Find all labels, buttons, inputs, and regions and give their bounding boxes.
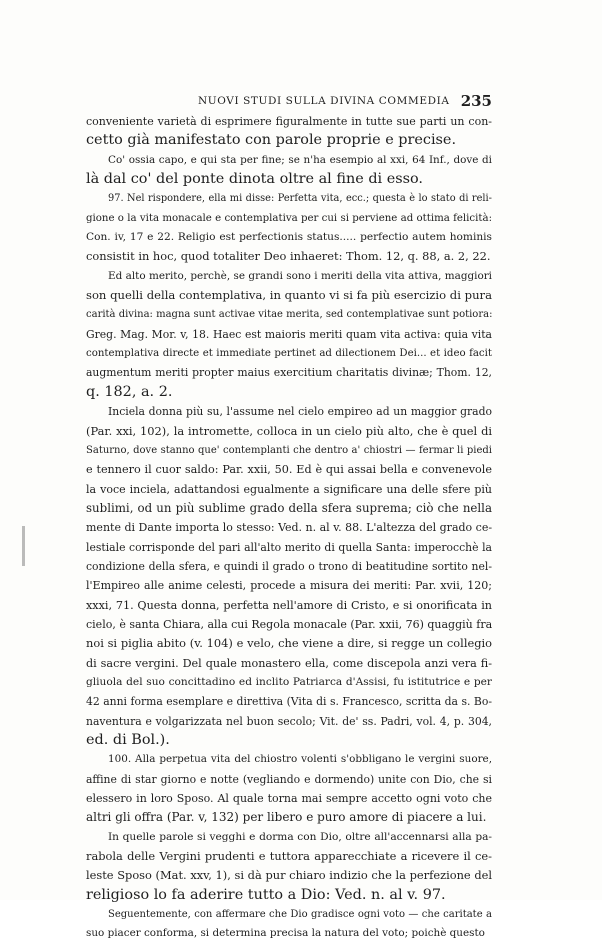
text-line: lestiale corrisponde del pari all'alto merito di quella Santa: imperocchè la	[86, 540, 492, 554]
text-line: la voce inciela, adattandosi egualmente a significare una delle sfere più	[86, 482, 492, 496]
text-line: l'Empireo alle anime celesti, procede a misura dei meriti: Par. xvii, 120;	[86, 579, 492, 593]
paragraph	[86, 402, 492, 750]
text-line: Seguentemente, con affermare che Dio gradisce ogni voto — che caritate a	[108, 909, 492, 921]
running-title: NUOVI STUDI SULLA DIVINA COMMEDIA	[198, 95, 450, 107]
text-line: elessero in loro Sposo. Al quale torna mai sempre accetto ogni voto che	[86, 792, 492, 806]
text-line: xxxi, 71. Questa donna, perfetta nell'amore di Cristo, e si onorificata in	[86, 598, 492, 612]
text-line: gliuola del suo concittadino ed inclito Patriarca d'Assisi, fu istitutrice e per	[86, 675, 492, 688]
text-line: In quelle parole si vegghi e dorma con Dio, oltre all'accennarsi alla pa-	[108, 830, 492, 843]
text-line: augmentum meriti propter maius exercitium charitatis divinæ; Thom. 12,	[86, 366, 492, 380]
text-line: religioso lo fa aderire tutto a Dio: Ved. n. al v. 97.	[86, 886, 446, 903]
text-line: naventura e volgarizzata nel buon secolo; Vit. de' ss. Padri, vol. 4, p. 304,	[86, 714, 492, 728]
text-line: q. 182, a. 2.	[86, 383, 173, 400]
body-text	[86, 112, 492, 944]
text-line: mente di Dante importa lo stesso: Ved. n. al v. 88. L'altezza del grado ce-	[86, 521, 493, 535]
text-line: rabola delle Vergini prudenti e tuttora apparecchiate a ricevere il ce-	[86, 849, 492, 864]
paragraph	[86, 112, 492, 151]
text-line: Con. iv, 17 e 22. Religio est perfectionis status..... perfectio autem hominis	[86, 231, 492, 244]
text-line: carità divina: magna sunt activae vitae merita, sed contemplativae sunt potiora:	[86, 309, 493, 321]
paragraph	[86, 151, 492, 190]
text-line: altri gli offra (Par. v, 132) per libero e puro amore di piacere a lui.	[86, 810, 487, 825]
text-line: suo piacer conforma, si determina precisa la natura del voto; poichè questo	[86, 927, 485, 940]
text-line: Greg. Mag. Mor. v, 18. Haec est maioris meriti quam vita activa: quia vita	[86, 327, 492, 341]
running-header	[86, 93, 492, 111]
text-line: 100. Alla perpetua vita del chiostro volenti s'obbligano le vergini suore,	[108, 753, 492, 766]
paragraph	[86, 828, 492, 905]
text-line: consistit in hoc, quod totaliter Deo inhaeret: Thom. 12, q. 88, a. 2, 22.	[86, 249, 491, 264]
text-line: 97. Nel rispondere, ella mi disse: Perfetta vita, ecc.; questa è lo stato di reli-	[108, 193, 492, 205]
text-line: e tennero il cuor saldo: Par. xxii, 50. Ed è qui assai bella e convenevole	[86, 463, 492, 477]
page-number: 235	[460, 92, 492, 110]
text-line: ed. di Bol.).	[86, 732, 170, 748]
paragraph	[86, 750, 492, 827]
text-line: cielo, è santa Chiara, alla cui Regola monacale (Par. xxii, 76) quaggiù fra	[86, 617, 493, 631]
paragraph	[86, 267, 492, 402]
text-line: condizione della sfera, e quindi il grado o trono di beatitudine sortito nel-	[86, 559, 492, 573]
text-line: Inciela donna più su, l'assume nel cielo empireo ad un maggior grado	[108, 405, 492, 419]
text-line: Ed alto merito, perchè, se grandi sono i meriti della vita attiva, maggiori	[108, 269, 492, 282]
paragraph	[86, 905, 492, 944]
margin-mark	[22, 526, 25, 566]
text-line: affine di star giorno e notte (vegliando e dormendo) unite con Dio, che si	[86, 772, 492, 786]
text-line: Saturno, dove stanno que' contemplanti che dentro a' chiostri — fermar li piedi	[86, 444, 492, 456]
text-line: cetto già manifestato con parole proprie e precise.	[86, 132, 457, 149]
text-line: gione o la vita monacale e contemplativa per cui si perviene ad ottima felicità:	[86, 212, 492, 224]
text-line: (Par. xxi, 102), la intromette, colloca in un cielo più alto, che è quel di	[86, 423, 492, 438]
text-line: 42 anni forma esemplare e direttiva (Vita di s. Francesco, scritta da s. Bo-	[86, 695, 492, 709]
text-line: contemplativa directe et immediate pertinet ad dilectionem Dei... et ideo facit	[86, 348, 492, 360]
text-line: son quelli della contemplativa, in quanto vi si fa più esercizio di pura	[86, 288, 492, 303]
text-line: di sacre vergini. Del quale monastero ella, come discepola anzi vera fi-	[86, 656, 492, 670]
text-line: Co' ossia capo, e qui sta per fine; se n'ha esempio al xxi, 64 Inf., dove di	[108, 153, 492, 166]
text-line: sublimi, od un più sublime grado della sfera suprema; ciò che nella	[86, 500, 492, 515]
text-line: conveniente varietà di esprimere figuralmente in tutte sue parti un con-	[86, 115, 492, 128]
text-line: noi si piglia abito (v. 104) e velo, che viene a dire, si regge un collegio	[86, 636, 492, 651]
paragraph	[86, 189, 492, 266]
text-line: leste Sposo (Mat. xxv, 1), si dà pur chiaro indizio che la perfezione del	[86, 868, 492, 883]
text-line: là dal co' del ponte dinota oltre al fine di esso.	[86, 171, 423, 188]
